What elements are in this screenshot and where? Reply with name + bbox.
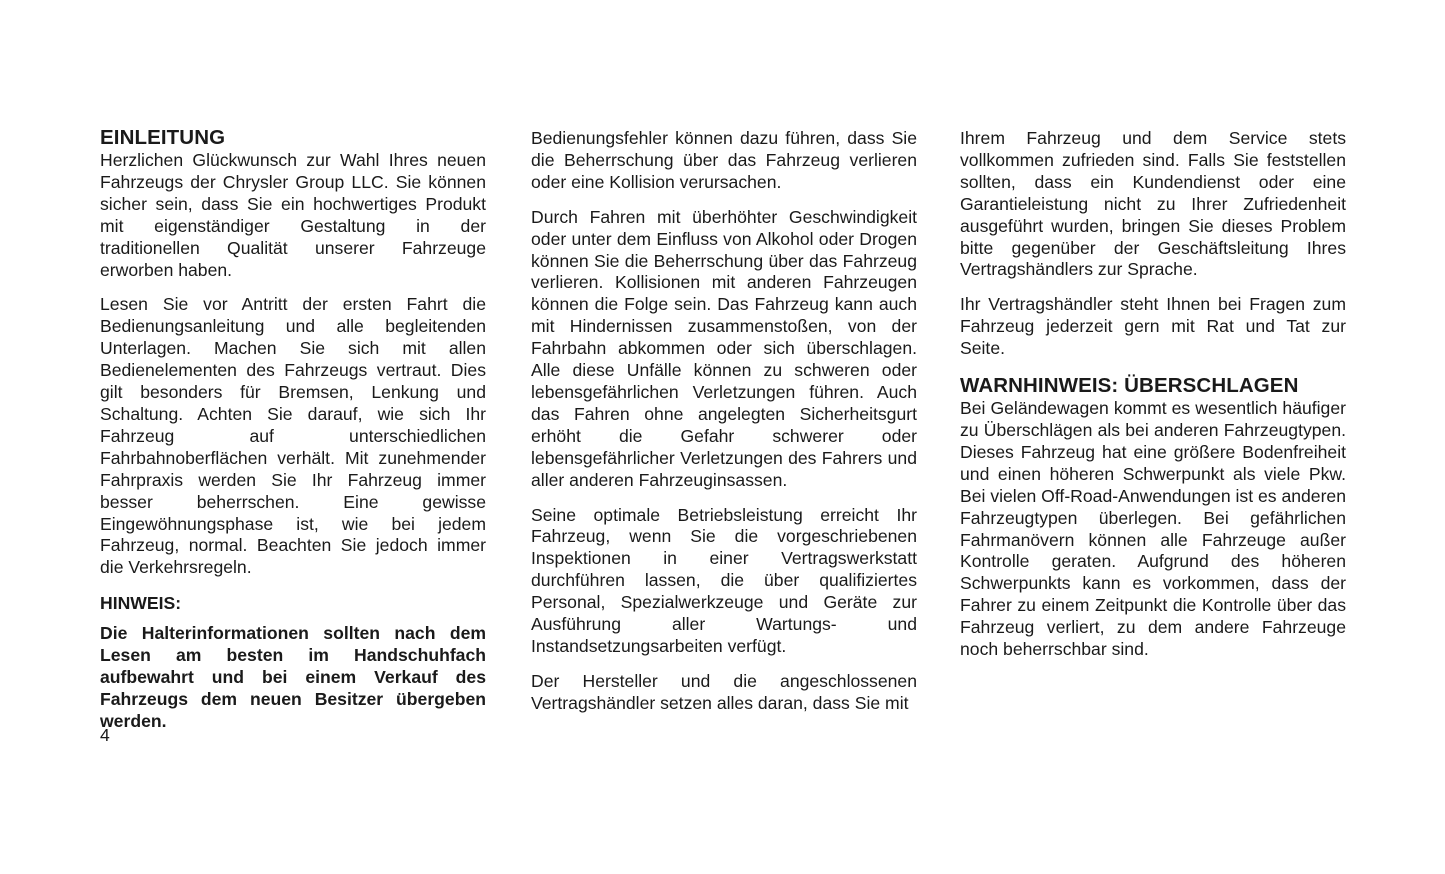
- section-heading-einleitung: EINLEITUNG: [100, 126, 226, 149]
- paragraph: Bedienungsfehler können dazu führen, dass Sie die Beherrschung über das Fahrzeug verlieren oder eine Kollision verursachen.: [531, 128, 917, 192]
- paragraph: Herzlichen Glückwunsch zur Wahl Ihres neuen Fahrzeugs der Chrysler Group LLC. Sie können sicher sein, dass Sie ein hochwertiges Produkt mit eigenständiger Gestaltung in der traditionellen Qualität unserer Fahrzeuge erworben haben.: [100, 150, 486, 280]
- note-label: HINWEIS:: [100, 593, 182, 614]
- column-left: [100, 126, 486, 733]
- page-number: 4: [100, 725, 110, 745]
- note-body: Die Halterinformationen sollten nach dem Lesen am besten im Handschuhfach aufbewahrt und bei einem Verkauf des Fahrzeugs dem neuen Besitzer übergeben werden.: [100, 623, 486, 731]
- column-middle: [531, 128, 917, 728]
- paragraph: Der Hersteller und die angeschlossenen Vertragshändler setzen alles daran, dass Sie mit: [531, 670, 917, 713]
- paragraph: Durch Fahren mit überhöhter Geschwindigkeit oder unter dem Einfluss von Alkohol oder Drogen können Sie die Beherrschung über das Fahrzeug verlieren. Kollisionen mit anderen Fahrzeugen können die Folge sein. Das Fahrzeug kann auch mit Hindernissen zusammenstoßen, von der Fahrbahn abkommen oder sich überschlagen. Alle diese Unfälle können zu schweren oder lebensgefährlichen Verletzungen führen. Auch das Fahren ohne angelegten Sicherheitsgurt erhöht die Gefahr schwerer oder lebensgefährlicher Verletzungen des Fahrers und aller anderen Fahrzeuginsassen.: [531, 206, 917, 490]
- column-right: [960, 128, 1346, 674]
- paragraph: Ihrem Fahrzeug und dem Service stets vollkommen zufrieden sind. Falls Sie feststellen sollten, dass ein Kundendienst oder eine Garantieleistung nicht zu Ihrer Zufriedenheit ausgeführt wurden, bringen Sie dieses Problem bitte gegenüber der Geschäftsleitung Ihres Vertragshändlers zur Sprache.: [960, 128, 1346, 280]
- paragraph: Ihr Vertragshändler steht Ihnen bei Fragen zum Fahrzeug jederzeit gern mit Rat und Tat zur Seite.: [960, 294, 1346, 359]
- paragraph: Seine optimale Betriebsleistung erreicht Ihr Fahrzeug, wenn Sie die vorgeschriebenen Inspektionen in einer Vertragswerkstatt durchführen lassen, die über qualifiziertes Personal, Spezialwerkzeuge und Geräte zur Ausführung aller Wartungs- und Instandsetzungsarbeiten verfügt.: [531, 504, 917, 656]
- paragraph: Lesen Sie vor Antritt der ersten Fahrt die Bedienungsanleitung und alle begleitenden Unterlagen. Machen Sie sich mit allen Bedienelementen des Fahrzeugs vertraut. Dies gilt besonders für Bremsen, Lenkung und Schaltung. Achten Sie darauf, wie sich Ihr Fahrzeug auf unterschiedlichen Fahrbahnoberflächen verhält. Mit zunehmender Fahrpraxis werden Sie Ihr Fahrzeug immer besser beherrschen. Eine gewisse Eingewöhnungsphase ist, wie bei jedem Fahrzeug, normal. Beachten Sie jedoch immer die Verkehrsregeln.: [100, 294, 486, 578]
- paragraph: Bei Geländewagen kommt es wesentlich häufiger zu Überschlägen als bei anderen Fahrzeugtypen. Dieses Fahrzeug hat eine größere Bodenfreiheit und einen höheren Schwerpunkt als viele Pkw. Bei vielen Off-Road-Anwendungen ist es anderen Fahrzeugtypen überlegen. Bei gefährlichen Fahrmanövern können alle Fahrzeuge außer Kontrolle geraten. Aufgrund des höheren Schwerpunkts kann es vorkommen, dass der Fahrer zu einem Zeitpunkt die Kontrolle über das Fahrzeug verliert, zu dem andere Fahrzeuge noch beherrschbar sind.: [960, 398, 1347, 660]
- section-heading-warnhinweis: WARNHINWEIS: ÜBERSCHLAGEN: [960, 374, 1299, 398]
